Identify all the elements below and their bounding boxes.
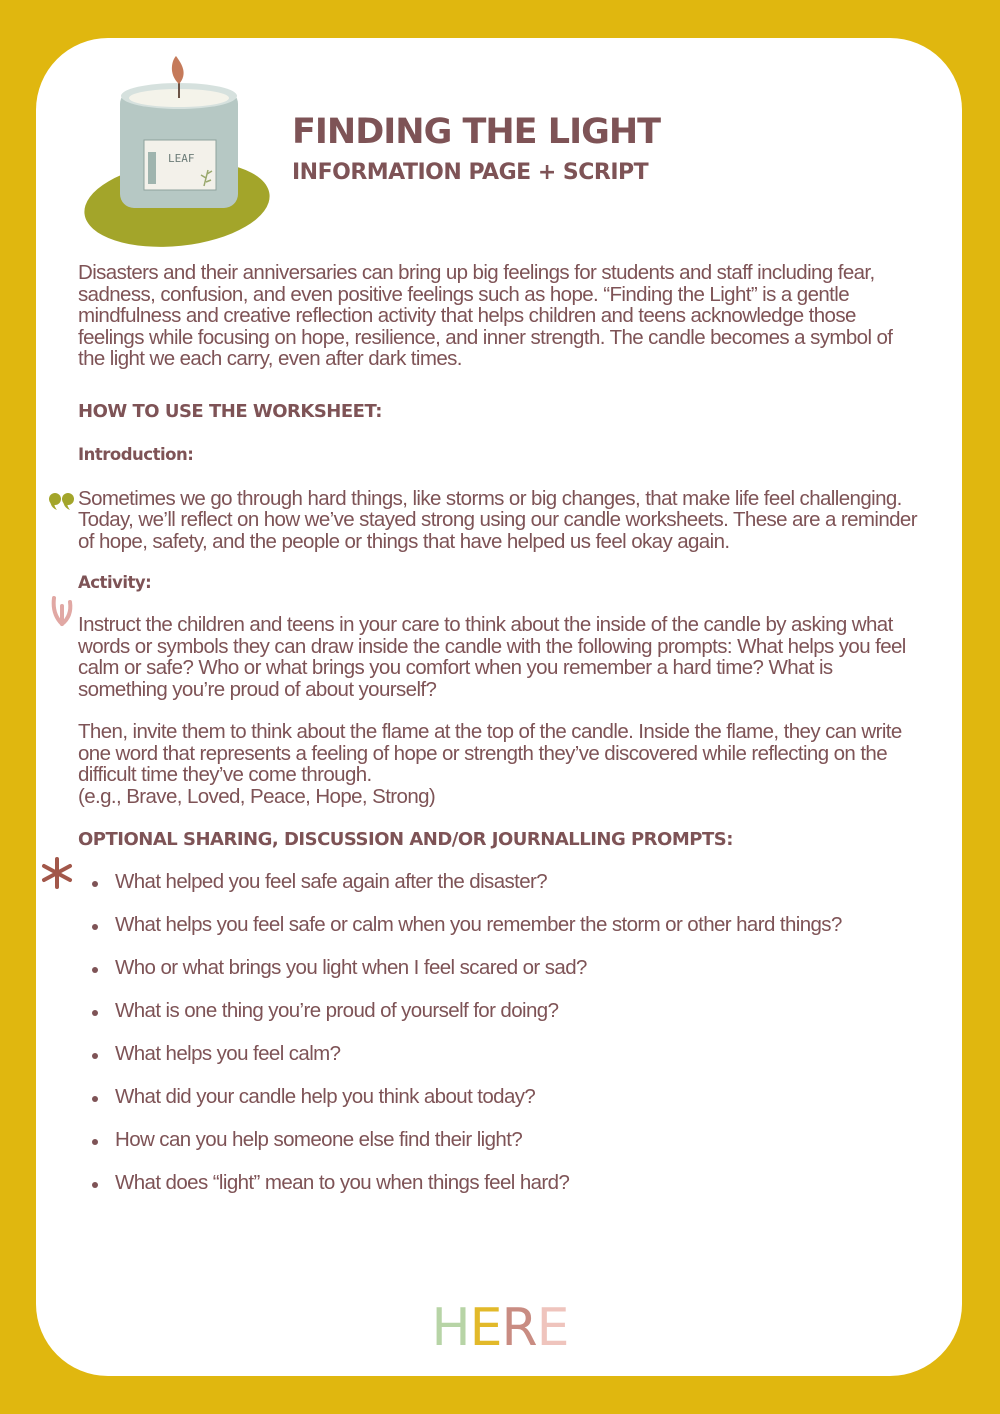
activity-text-2: Then, invite them to think about the flame at the top of the candle. Inside the flame, they can write one word that represents a feeling of hope or strength they’ve discovered while reflecting on the difficult time they’ve come through. <box>78 720 902 786</box>
list-item: What helped you feel safe again after the disaster? <box>78 871 918 893</box>
intro-paragraph: Disasters and their anniversaries can bring up big feelings for students and staff including fear, sadness, confusion, and even positive feelings such as hope. “Finding the Light” is a gentle mindfulness and creative reflection activity that helps children and teens acknowledge those feelings while focusing on hope, resilience, and inner strength. The candle becomes a symbol of the light we each carry, even after dark times. <box>78 261 893 370</box>
page-title: FINDING THE LIGHT <box>292 112 660 152</box>
activity-examples: (e.g., Brave, Loved, Peace, Hope, Strong) <box>78 784 436 808</box>
sprout-icon <box>48 596 76 628</box>
asterisk-icon <box>40 856 74 890</box>
brand-letter-h: H <box>431 1298 470 1358</box>
activity-heading: Activity: <box>78 573 152 592</box>
list-item: What did your candle help you think about today? <box>78 1086 918 1108</box>
brand-letter-e: E <box>469 1298 502 1358</box>
prompts-list <box>78 871 918 1194</box>
brand-letter-e2: E <box>536 1298 569 1358</box>
brand-letter-r: R <box>501 1298 537 1358</box>
introduction-heading: Introduction: <box>78 444 194 464</box>
prompts-heading: OPTIONAL SHARING, DISCUSSION AND/OR JOURNALLING PROMPTS: <box>78 829 733 850</box>
main-content <box>78 262 918 1215</box>
brand-logo <box>0 1300 1000 1356</box>
list-item: What is one thing you’re proud of yourself for doing? <box>78 1000 918 1022</box>
list-item: What helps you feel safe or calm when you remember the storm or other hard things? <box>78 914 918 936</box>
list-item: How can you help someone else find their light? <box>78 1129 918 1151</box>
list-item: Who or what brings you light when I feel scared or sad? <box>78 957 918 979</box>
page-subtitle: INFORMATION PAGE + SCRIPT <box>292 160 649 185</box>
how-to-heading: HOW TO USE THE WORKSHEET: <box>78 400 382 422</box>
candle-label: LEAF <box>168 152 195 165</box>
activity-text-1: Instruct the children and teens in your care to think about the inside of the candle by asking what words or symbols they can draw inside the candle with the following prompts: What helps you feel calm or safe? Who or what brings you comfort when you remember a hard time? What is something you’re proud of about yourself? <box>78 613 906 701</box>
candle-illustration <box>82 52 277 247</box>
introduction-text: Sometimes we go through hard things, like storms or big changes, that make life feel challenging. Today, we’ll reflect on how we’ve stayed strong using our candle worksheets. These are a reminder of hope, safety, and the people or things that have helped us feel okay again. <box>78 486 917 553</box>
list-item: What helps you feel calm? <box>78 1043 918 1065</box>
quote-icon <box>48 492 76 512</box>
list-item: What does “light” mean to you when things feel hard? <box>78 1172 918 1194</box>
